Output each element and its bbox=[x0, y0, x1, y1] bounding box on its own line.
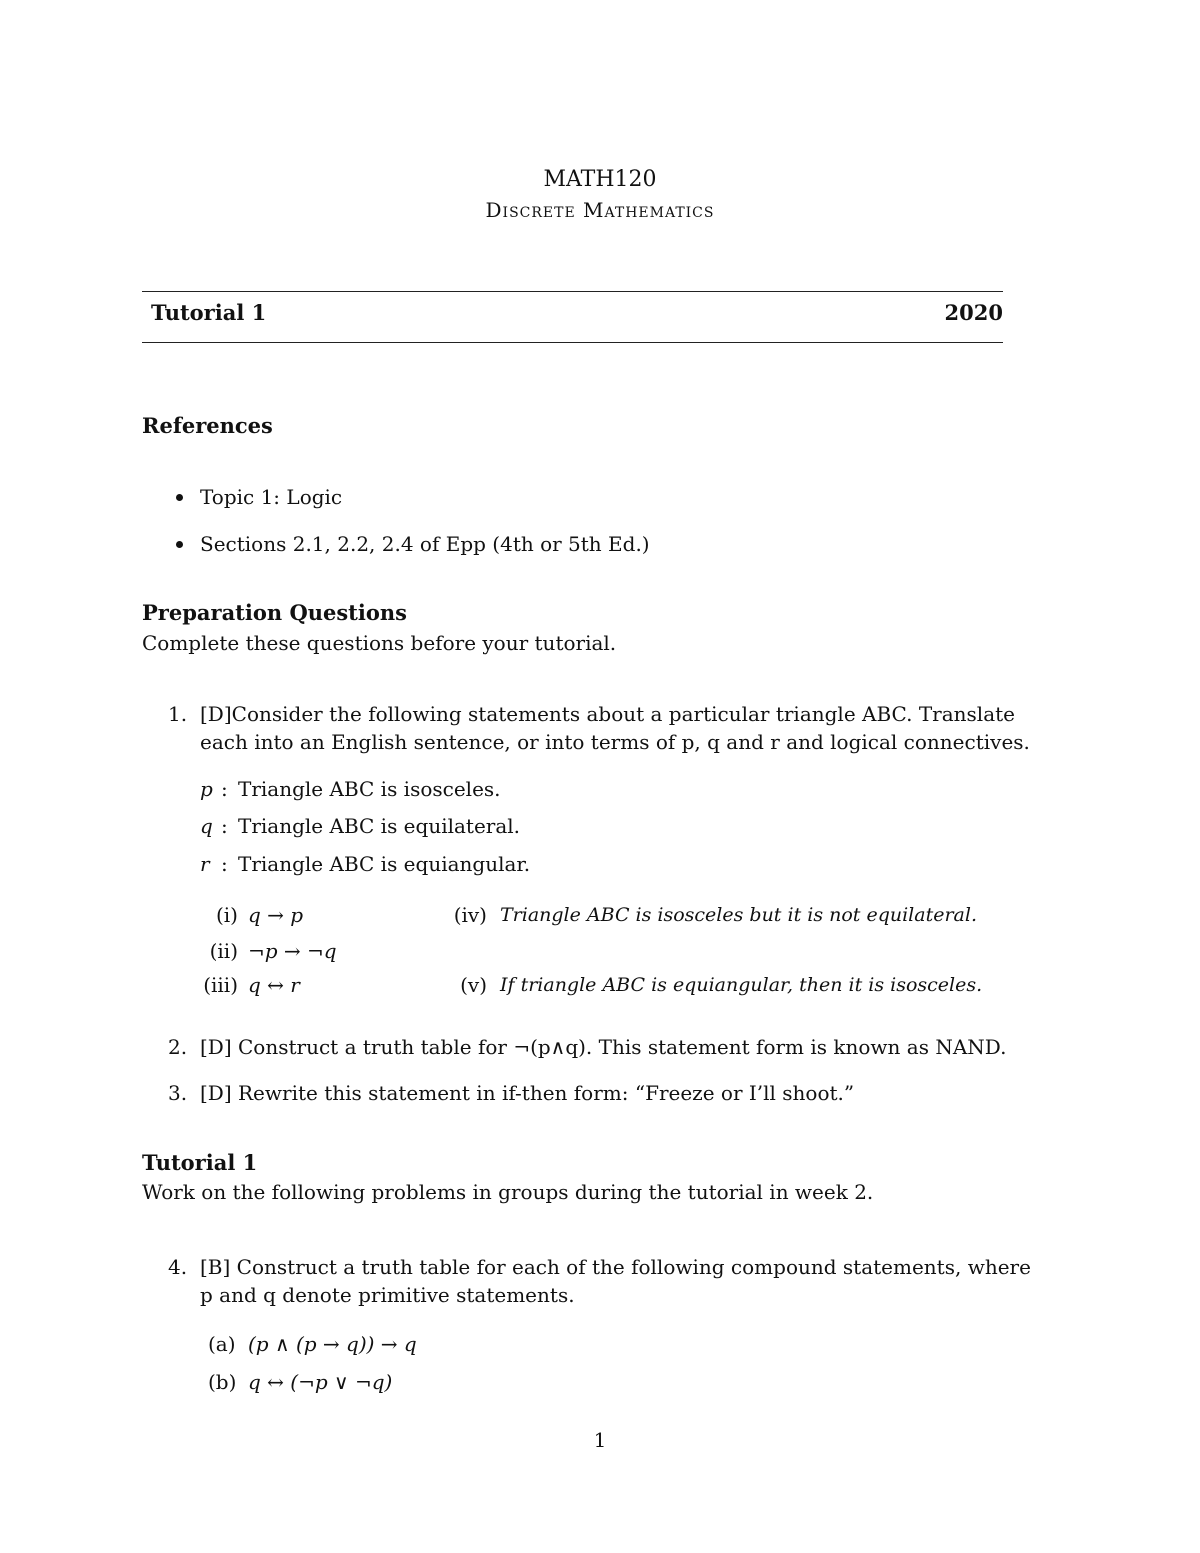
definition-var: q bbox=[200, 814, 213, 838]
question-line bbox=[200, 700, 1015, 728]
preparation-subtitle: Complete these questions before your tutorial. bbox=[142, 631, 617, 655]
part-expression: Triangle ABC is isosceles but it is not equilateral. bbox=[500, 904, 977, 926]
question-text: Construct a truth table for ¬(p∧q). This statement form is known as NAND. bbox=[238, 1035, 1007, 1059]
definition-sep: : bbox=[221, 852, 228, 876]
tutorial-subtitle: Work on the following problems in groups during the tutorial in week 2. bbox=[142, 1180, 874, 1204]
definition-sep: : bbox=[221, 814, 228, 838]
banner-year: 2020 bbox=[944, 300, 1003, 325]
part-expression: (p ∧ (p → q)) → q bbox=[248, 1332, 417, 1356]
banner-tutorial-label: Tutorial 1 bbox=[151, 300, 267, 325]
part-expression: q ↔ r bbox=[248, 973, 300, 997]
question-number: 1. bbox=[168, 702, 188, 726]
part-expression: If triangle ABC is equiangular, then it is isosceles. bbox=[500, 974, 983, 996]
course-code: MATH120 bbox=[543, 167, 657, 192]
difficulty-tag: [D] bbox=[200, 1081, 232, 1105]
question-number: 4. bbox=[168, 1255, 188, 1279]
definition-var: r bbox=[200, 852, 210, 876]
part-label: (v) bbox=[460, 973, 487, 997]
difficulty-tag: [B] bbox=[200, 1255, 231, 1279]
part-label: (iv) bbox=[453, 903, 487, 927]
references-heading: References bbox=[142, 413, 273, 438]
question-number: 3. bbox=[168, 1081, 188, 1105]
definition-text: Triangle ABC is equilateral. bbox=[238, 814, 521, 838]
part-label: (iii) bbox=[203, 973, 238, 997]
question-line bbox=[200, 1079, 854, 1107]
part-label: (a) bbox=[208, 1332, 236, 1356]
course-name: Discrete Mathematics bbox=[485, 198, 715, 222]
question-line: p and q denote primitive statements. bbox=[200, 1283, 575, 1307]
question-number: 2. bbox=[168, 1035, 188, 1059]
banner-bottom-rule bbox=[142, 342, 1003, 343]
question-line bbox=[200, 1033, 1006, 1061]
question-text: Consider the following statements about a particular triangle ABC. Translate bbox=[231, 702, 1015, 726]
question-text: Rewrite this statement in if-then form: “Freeze or I’ll shoot.” bbox=[238, 1081, 855, 1105]
page-number: 1 bbox=[593, 1428, 607, 1452]
part-label: (i) bbox=[215, 903, 238, 927]
preparation-heading: Preparation Questions bbox=[142, 600, 407, 625]
part-label: (b) bbox=[208, 1370, 237, 1394]
question-text: Construct a truth table for each of the following compound statements, where bbox=[236, 1255, 1031, 1279]
question-line bbox=[200, 1253, 1031, 1281]
difficulty-tag: [D] bbox=[200, 702, 232, 726]
definition-text: Triangle ABC is equiangular. bbox=[238, 852, 531, 876]
reference-item: Sections 2.1, 2.2, 2.4 of Epp (4th or 5th Ed.) bbox=[200, 532, 650, 556]
bullet-icon bbox=[176, 494, 183, 501]
part-expression: q ↔ (¬p ∨ ¬q) bbox=[248, 1370, 393, 1394]
difficulty-tag: [D] bbox=[200, 1035, 232, 1059]
part-expression: ¬p → ¬q bbox=[248, 939, 337, 963]
tutorial-heading: Tutorial 1 bbox=[142, 1150, 258, 1175]
definition-sep: : bbox=[221, 777, 228, 801]
part-expression: q → p bbox=[248, 903, 304, 927]
part-label: (ii) bbox=[209, 939, 238, 963]
reference-item: Topic 1: Logic bbox=[200, 485, 343, 509]
bullet-icon bbox=[176, 541, 183, 548]
question-line: each into an English sentence, or into terms of p, q and r and logical connectives. bbox=[200, 730, 1030, 754]
definition-text: Triangle ABC is isosceles. bbox=[238, 777, 501, 801]
definition-var: p bbox=[200, 777, 213, 801]
banner-top-rule bbox=[142, 291, 1003, 292]
